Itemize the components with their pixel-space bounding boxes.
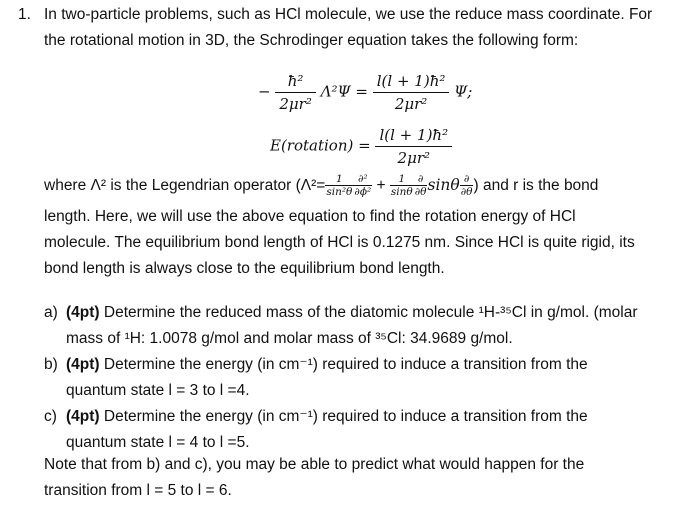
part-c-points: (4pt)	[66, 408, 100, 425]
legendre-prefix: where Λ² is the Legendrian operator (Λ²=	[44, 177, 326, 194]
note-line-2: transition from l = 5 to l = 6.	[44, 482, 232, 499]
problem-number: 1.	[18, 6, 31, 23]
body-line-1: length. Here, we will use the above equation to find the rotation energy of HCl	[44, 208, 576, 225]
eq1-minus: −	[258, 82, 271, 101]
part-b-text-1: Determine the energy (in cm⁻¹) required to induce a transition from the	[99, 356, 588, 373]
closing-note	[44, 452, 692, 504]
eq1-rhs-fraction	[373, 70, 450, 115]
legendre-frac-1-num: 1	[325, 173, 353, 186]
legendre-frac-3-num: 1	[390, 173, 414, 186]
legendre-frac-4	[414, 173, 428, 198]
note-line-1: Note that from b) and c), you may be able to predict what would happen for the	[44, 456, 585, 473]
part-a-label: a)	[44, 304, 58, 321]
intro-line-1: In two-particle problems, such as HCl molecule, we use the reduce mass coordinate. For	[44, 6, 653, 23]
question-parts	[44, 300, 692, 456]
legendre-frac-2	[353, 173, 372, 198]
part-b-text-2: quantum state l = 3 to l =4.	[66, 382, 250, 399]
legendre-frac-5	[460, 173, 474, 198]
legendre-frac-4-den: ∂θ	[414, 186, 427, 199]
legendre-operator-line	[44, 172, 694, 199]
part-b-label: b)	[44, 356, 58, 373]
part-c-label: c)	[44, 408, 57, 425]
part-a-text-2: mass of ¹H: 1.0078 g/mol and molar mass of ³⁵Cl: 34.9689 g/mol.	[66, 330, 513, 347]
body-line-2: molecule. The equilibrium bond length of HCl is 0.1275 nm. Since HCl is quite rigid, its	[44, 234, 635, 251]
legendre-frac-1	[325, 173, 353, 198]
part-c-text-2: quantum state l = 4 to l =5.	[66, 434, 250, 451]
part-b	[44, 352, 692, 404]
eq2-denominator: 2μr²	[397, 149, 431, 167]
problem-intro	[44, 2, 692, 54]
part-a-points: (4pt)	[66, 304, 100, 321]
eq2-lhs: E(rotation) =	[270, 136, 371, 155]
eq1-lhs-operator: Λ²Ψ =	[320, 82, 368, 101]
body-paragraph	[44, 204, 692, 282]
eq2-numerator: l(l + 1)ħ²	[375, 124, 452, 147]
legendre-frac-1-den: sin²θ	[326, 186, 353, 199]
eq1-lhs-denominator: 2μr²	[279, 95, 312, 113]
eq1-rhs-tail: Ψ;	[454, 82, 473, 101]
part-c-text-1: Determine the energy (in cm⁻¹) required to induce a transition from the	[99, 408, 588, 425]
legendre-frac-2-den: ∂ϕ²	[354, 186, 372, 199]
part-c	[44, 404, 692, 456]
rotation-energy-equation	[270, 124, 452, 169]
legendre-suffix: ) and r is the bond	[473, 177, 599, 194]
body-line-3: bond length is always close to the equilibrium bond length.	[44, 260, 445, 277]
eq2-fraction	[375, 124, 452, 169]
schrodinger-equation	[258, 70, 472, 115]
legendre-frac-5-num: ∂	[460, 173, 474, 186]
eq1-lhs-fraction	[275, 70, 315, 115]
legendre-frac-3-den: sinθ	[390, 186, 413, 199]
eq1-rhs-denominator: 2μr²	[394, 95, 428, 113]
eq1-rhs-numerator: l(l + 1)ħ²	[373, 70, 450, 93]
part-a	[44, 300, 692, 352]
part-b-points: (4pt)	[66, 356, 100, 373]
legendre-sin: sinθ	[427, 176, 460, 194]
eq1-lhs-numerator: ħ²	[275, 70, 315, 93]
part-a-text-1: Determine the reduced mass of the diatomic molecule ¹H-³⁵Cl in g/mol. (molar	[99, 304, 638, 321]
legendre-plus: +	[376, 177, 386, 194]
legendre-frac-5-den: ∂θ	[460, 186, 473, 199]
legendre-frac-3	[390, 173, 414, 198]
legendre-frac-2-num: ∂²	[353, 173, 372, 186]
intro-line-2: the rotational motion in 3D, the Schrodinger equation takes the following form:	[44, 32, 579, 49]
legendre-frac-4-num: ∂	[414, 173, 428, 186]
